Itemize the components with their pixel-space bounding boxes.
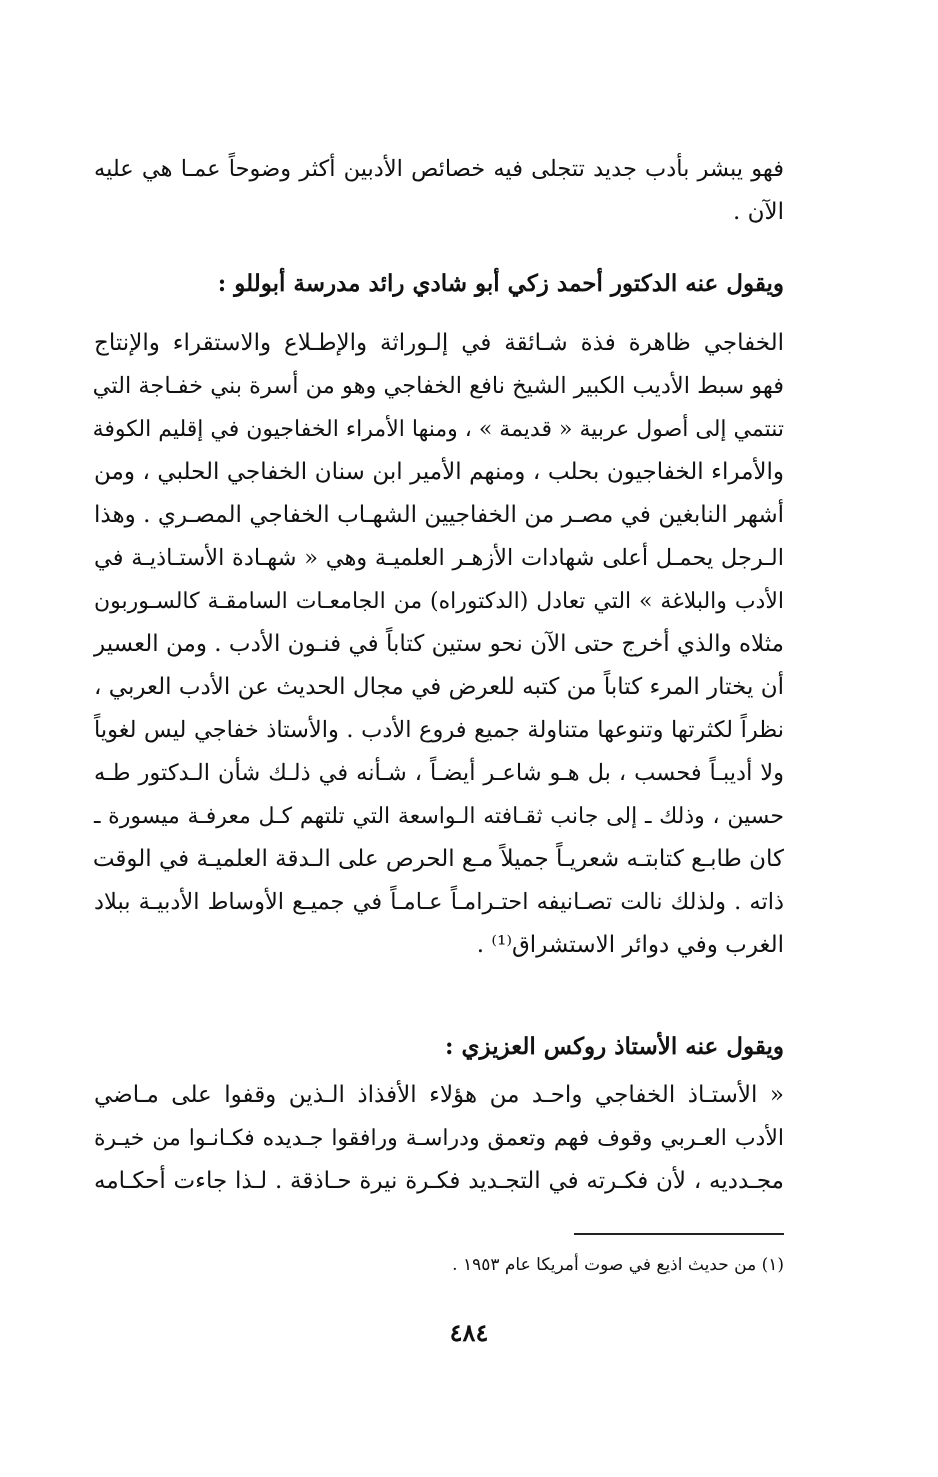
quote-azizi: [94, 1074, 784, 1203]
text-line: الآن .: [732, 199, 784, 225]
text-line: الغرب وفي دوائر الاستشراق⁽¹⁾ .: [476, 932, 784, 958]
section-heading-azizi: [94, 1025, 784, 1068]
text-line: كان طابـع كتابتـه شعريـاً جميلاً مـع الحرص على الـدقة العلميـة في الوقت: [92, 846, 784, 872]
text-line: تنتمي إلى أصول عربية « قديمة » ، ومنها الأمراء الخفاجيون في إقليم الكوفة: [92, 417, 784, 442]
section-heading-abushadi: [94, 262, 784, 305]
text-line: حسين ، وذلك ـ إلى جانب ثقـافته الـواسعة التي تلتهم كـل معرفـة ميسورة ـ: [94, 804, 784, 829]
text-line: « الأستـاذ الخفاجي واحـد من هؤلاء الأفذاذ الـذين وقفوا على مـاضي: [94, 1082, 784, 1108]
text-line: ولا أديبـاً فحسب ، بل هـو شاعـر أيضـاً ، شـأنه في ذلـك شأن الـدكتور طـه: [94, 760, 784, 786]
text-line: مثلاه والذي أخرج حتى الآن نحو ستين كتاباً في فنـون الأدب . ومن العسير: [94, 631, 784, 657]
heading-text: ويقول عنه الأستاذ روكس العزيزي :: [445, 1033, 784, 1060]
text-line: فهو سبط الأديب الكبير الشيخ نافع الخفاجي وهو من أسرة بني خفـاجة التي: [92, 373, 784, 399]
text-line: الـرجل يحمـل أعلى شهادات الأزهـر العلميـة وهي « شهـادة الأستـاذيـة في: [94, 545, 784, 571]
text-line: مجـدديه ، لأن فكـرته في التجـديد فكـرة نيرة حـاذقة . لـذا جاءت أحكـامه: [94, 1168, 784, 1194]
page-number: ٤٨٤: [449, 1318, 489, 1347]
text-line: فهو يبشر بأدب جديد تتجلى فيه خصائص الأدبين أكثر وضوحاً عمـا هي عليه: [94, 156, 784, 182]
footnote: (١) من حديث اذيع في صوت أمريكا عام ١٩٥٣ .: [452, 1255, 784, 1275]
text-line: أشهر النابغين في مصـر من الخفاجيين الشهـاب الخفاجي المصـري . وهذا: [94, 502, 784, 528]
text-line: الخفاجي ظاهرة فذة شـائقة في إلـوراثة والإطـلاع والاستقراء والإنتاج: [94, 330, 784, 356]
quote-abushadi: [94, 322, 784, 967]
text-line: نظراً لكثرتها وتنوعها متناولة جميع فروع الأدب . والأستاذ خفاجي ليس لغوياً: [94, 717, 784, 743]
text-line: الأدب العـربي وقوف فهم وتعمق ودراسـة ورافقوا جـديده فكـانـوا من خيـرة: [94, 1126, 784, 1151]
text-line: الأدب والبلاغة » التي تعادل (الدكتوراه) من الجامعـات السامقـة كالسـوربون: [94, 589, 784, 614]
heading-text: ويقول عنه الدكتور أحمد زكي أبو شادي رائد مدرسة أبوللو :: [217, 270, 784, 297]
footnote-divider: [574, 1233, 784, 1235]
text-line: والأمراء الخفاجيون بحلب ، ومنهم الأمير ابن سنان الخفاجي الحلبي ، ومن: [94, 459, 784, 485]
text-line: أن يختار المرء كتاباً من كتبه للعرض في مجال الحديث عن الأدب العربي ،: [94, 674, 784, 700]
text-line: ذاته . ولذلك نالت تصـانيفه احتـرامـاً عـامـاً في جميـع الأوساط الأدبيـة ببلاد: [94, 889, 784, 915]
intro-paragraph: [94, 148, 784, 234]
